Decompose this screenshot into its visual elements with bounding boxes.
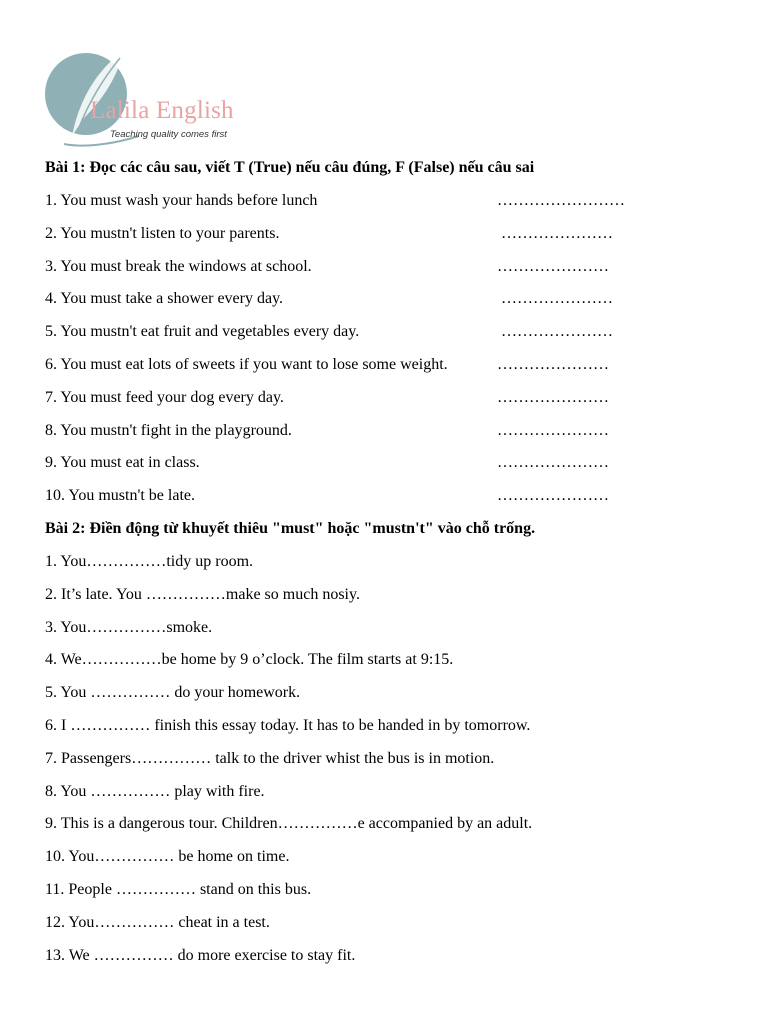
answer-blank[interactable]: …………………: [497, 487, 609, 505]
answer-blank[interactable]: …………………: [501, 224, 613, 242]
item-text: 5. You mustn't eat fruit and vegetables every day.: [45, 323, 360, 341]
list-item: [45, 254, 735, 287]
logo-tagline: Teaching quality comes first: [110, 129, 227, 140]
item-text: 3. You must break the windows at school.: [45, 257, 312, 275]
list-item: [45, 188, 735, 221]
answer-blank[interactable]: …………………: [497, 388, 609, 406]
logo-title: Lalila English: [90, 97, 234, 124]
item-text: 4. You must take a shower every day.: [45, 290, 284, 308]
answer-blank[interactable]: ……………………: [497, 192, 625, 209]
list-item: 4. We……………be home by 9 o’clock. The film starts at 9:15.: [45, 651, 454, 669]
logo: [44, 44, 259, 160]
list-item: [45, 221, 735, 254]
list-item: 11. People …………… stand on this bus.: [45, 880, 312, 898]
list-item: [45, 483, 735, 516]
answer-blank[interactable]: …………………: [497, 421, 609, 439]
answer-blank[interactable]: …………………: [497, 454, 609, 472]
list-item: 6. I …………… finish this essay today. It has to be handed in by tomorrow.: [45, 716, 531, 734]
list-item: 5. You …………… do your homework.: [45, 684, 301, 702]
list-item: [45, 319, 735, 352]
list-item: [45, 418, 735, 451]
answer-blank[interactable]: …………………: [501, 290, 613, 308]
list-item: [45, 286, 735, 319]
answer-blank[interactable]: …………………: [497, 355, 609, 373]
item-text: 1. You must wash your hands before lunch: [45, 192, 318, 209]
list-item: 2. It’s late. You ……………make so much nosiy.: [45, 585, 360, 603]
list-item: 10. You…………… be home on time.: [45, 848, 290, 866]
list-item: 1. You……………tidy up room.: [45, 552, 254, 570]
worksheet: [45, 155, 735, 975]
list-item: [45, 385, 735, 418]
answer-blank[interactable]: …………………: [501, 323, 613, 341]
list-item: [45, 352, 735, 385]
exercise1-heading: Bài 1: Đọc các câu sau, viết T (True) nếu câu đúng, F (False) nếu câu sai: [45, 159, 535, 176]
item-text: 2. You mustn't listen to your parents.: [45, 224, 280, 242]
exercise2-heading: Bài 2: Điền động từ khuyết thiêu "must" hoặc "mustn't" vào chỗ trống.: [45, 519, 536, 537]
list-item: [45, 450, 735, 483]
list-item: 7. Passengers…………… talk to the driver whist the bus is in motion.: [45, 749, 495, 767]
item-text: 9. You must eat in class.: [45, 454, 200, 472]
list-item: 8. You …………… play with fire.: [45, 782, 265, 800]
list-item: 9. This is a dangerous tour. Children……………e accompanied by an adult.: [45, 815, 533, 833]
list-item: 3. You……………smoke.: [45, 618, 213, 636]
answer-blank[interactable]: …………………: [497, 257, 609, 275]
item-text: 7. You must feed your dog every day.: [45, 388, 284, 406]
item-text: 6. You must eat lots of sweets if you want to lose some weight.: [45, 355, 448, 373]
item-text: 10. You mustn't be late.: [45, 487, 195, 505]
list-item: 13. We …………… do more exercise to stay fit.: [45, 946, 356, 964]
item-text: 8. You mustn't fight in the playground.: [45, 421, 292, 439]
list-item: 12. You…………… cheat in a test.: [45, 913, 270, 931]
